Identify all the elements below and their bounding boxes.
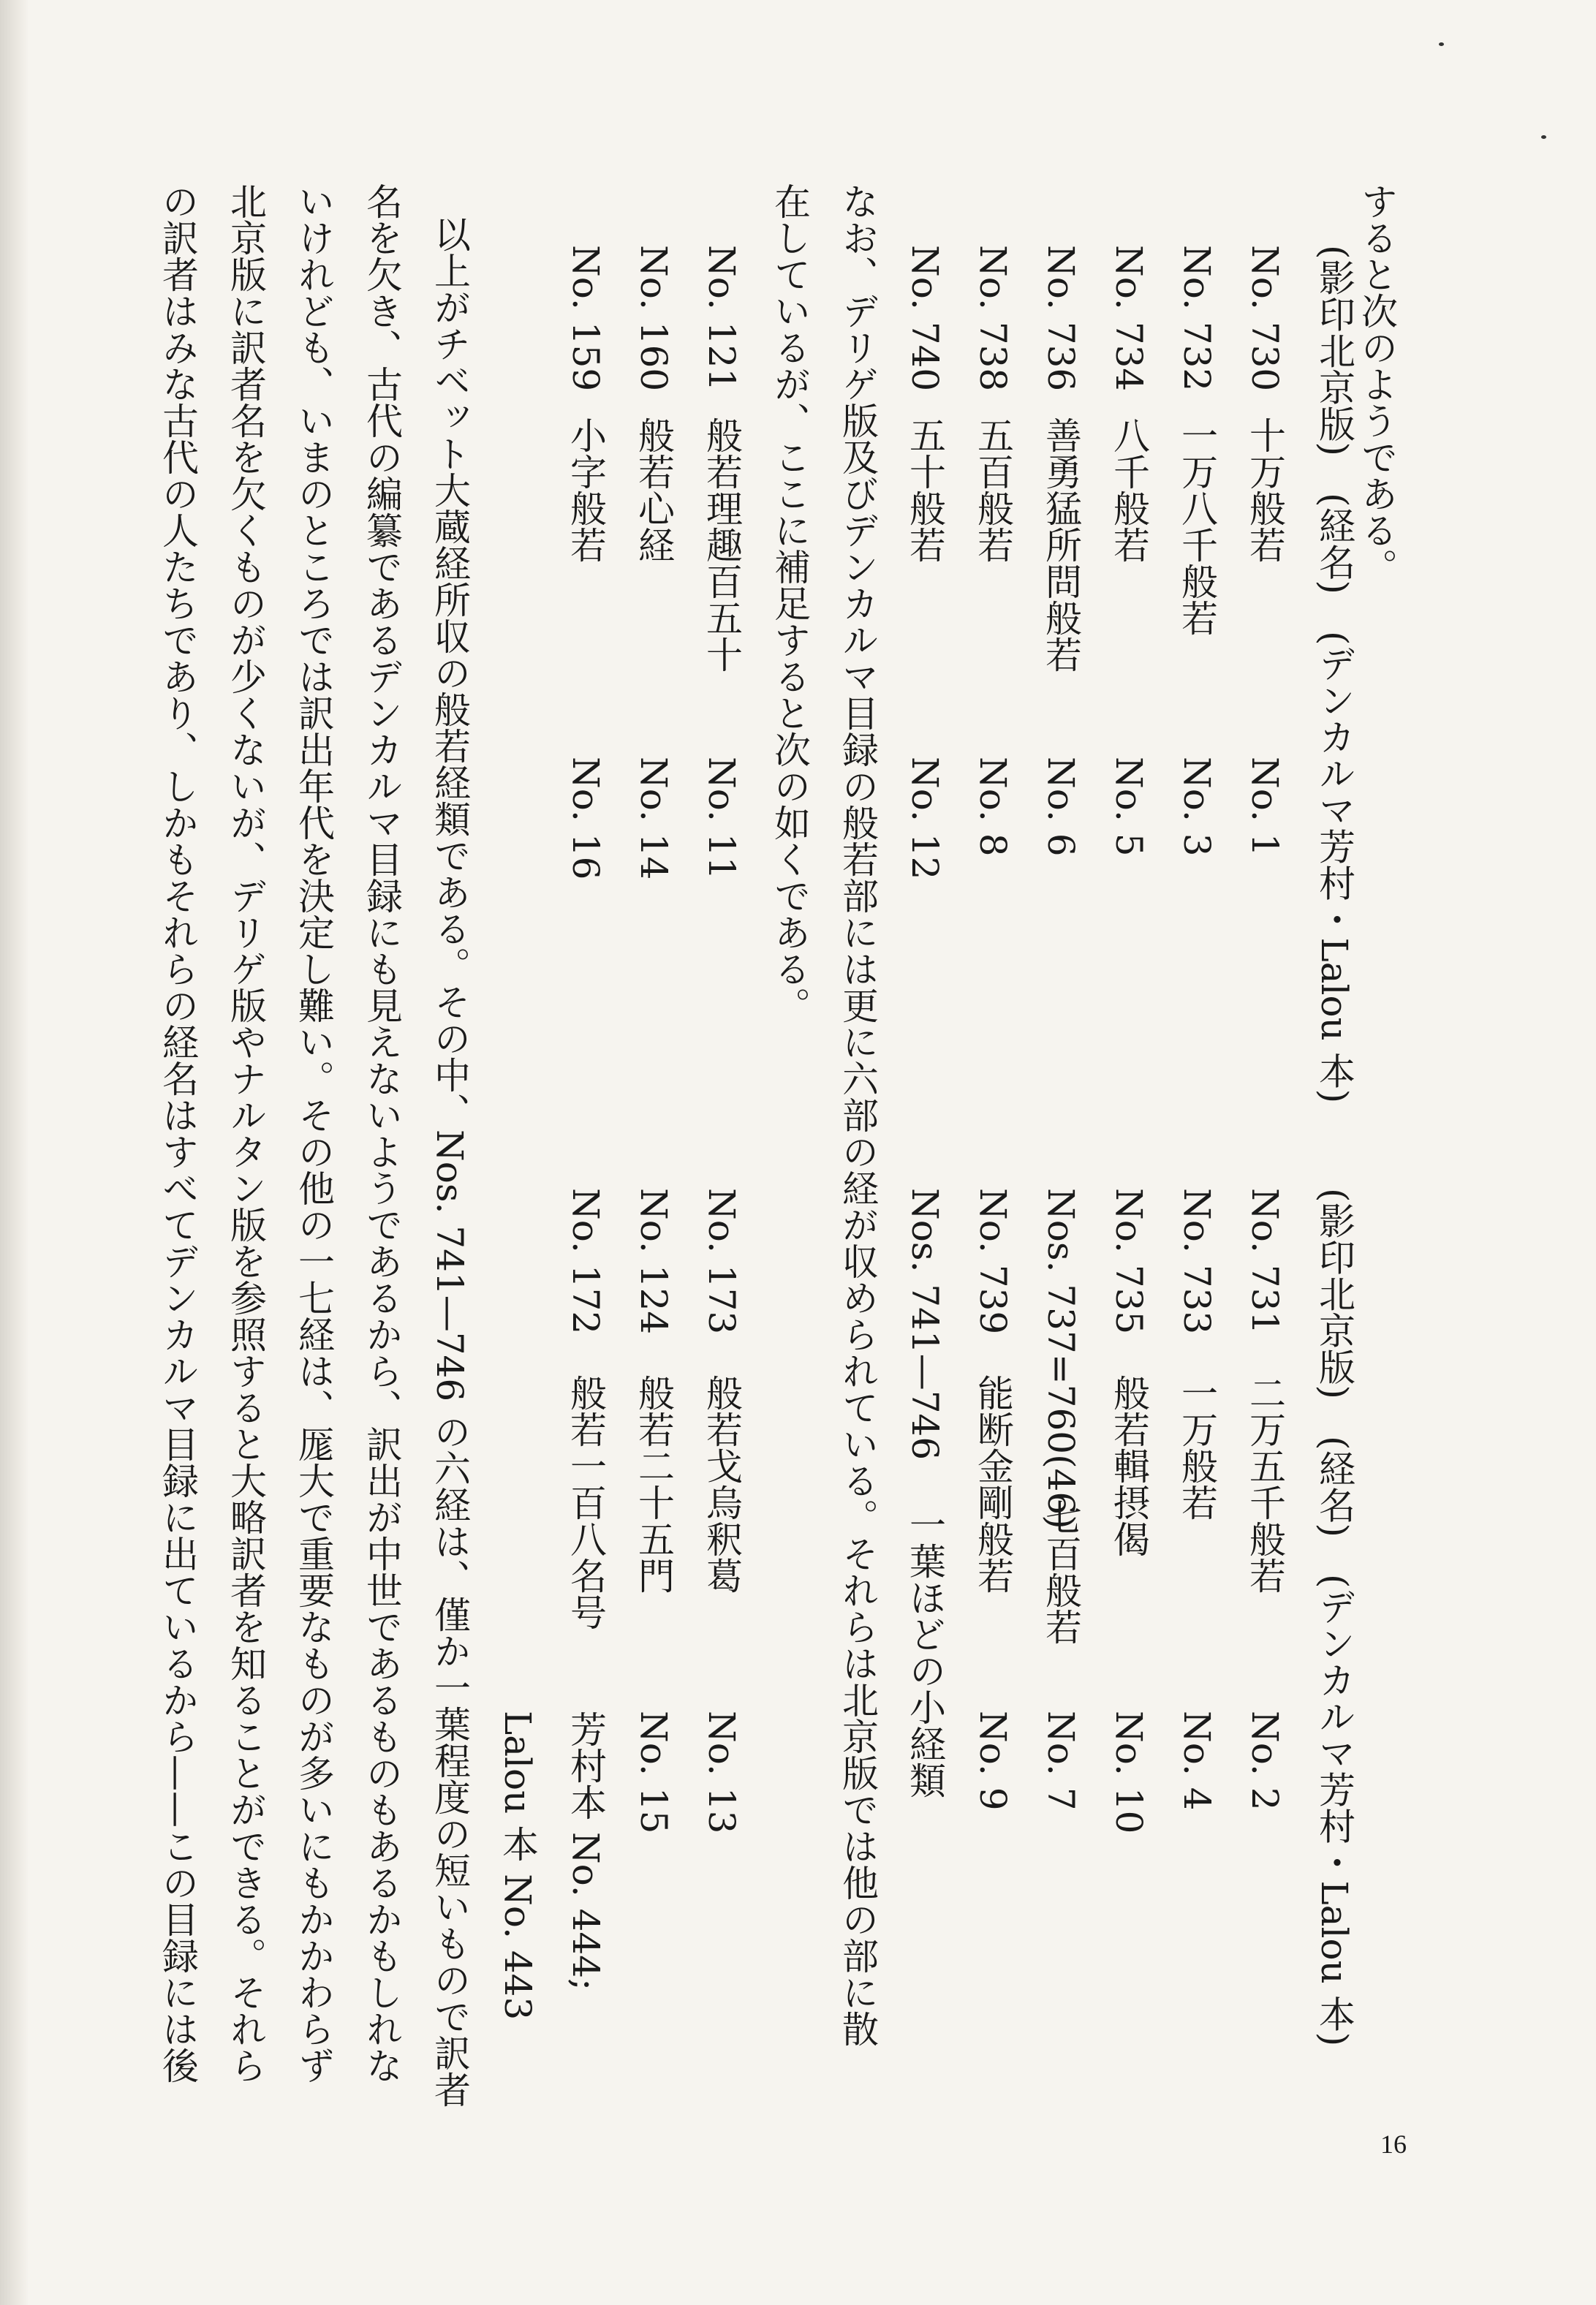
- row-number: No. 173: [700, 1188, 743, 1335]
- row-title: 一万八千般若: [1176, 417, 1218, 636]
- row-title: 般若一百八名号: [564, 1374, 607, 1630]
- row-ref: No. 4: [1176, 1711, 1218, 1811]
- paragraph-line: 名を欠き、古代の編纂であるデンカルマ目録にも見えないようであるから、訳出が中世であるものもあるかもしれな: [360, 183, 403, 2083]
- row-number: No. 739: [972, 1188, 1014, 1335]
- row-ref: No. 5: [1108, 757, 1150, 857]
- row-number: Nos. 741—746: [904, 1188, 946, 1461]
- paragraph-line: の訳者はみな古代の人たちであり、しかもそれらの経名はすべてデンカルマ目録に出ているから——この目録には後: [156, 183, 199, 2083]
- table-header-right: (影印北京版) (経名) (デンカルマ芳村・Lalou 本): [1313, 1188, 1355, 2047]
- row-number: No. 733: [1176, 1188, 1218, 1335]
- row-ref: No. 10: [1108, 1711, 1150, 1834]
- row-title: 般若心経: [632, 417, 675, 563]
- row-number: No. 735: [1108, 1188, 1150, 1335]
- row-title: 小字般若: [564, 417, 607, 563]
- row-title: 般若戈烏釈葛: [700, 1374, 743, 1594]
- row-ref: No. 11: [700, 757, 743, 880]
- row-title: 五十般若: [904, 417, 946, 563]
- row-number: No. 730: [1244, 245, 1286, 392]
- row-ref: No. 7: [1040, 1711, 1082, 1811]
- row-number: No. 160: [632, 245, 675, 392]
- paragraph-line: 在しているが、ここに補足すると次の如くである。: [768, 183, 811, 1023]
- row-ref: No. 1: [1244, 757, 1286, 857]
- row-title: 二万五千般若: [1244, 1374, 1286, 1594]
- row-title: 一万般若: [1176, 1374, 1218, 1521]
- print-speck: [1541, 135, 1546, 139]
- intro-line: すると次のようである。: [1355, 183, 1398, 585]
- row-number: No. 172: [564, 1188, 607, 1335]
- row-number: No. 731: [1244, 1188, 1286, 1335]
- row-title: 般若輯摂偈: [1108, 1374, 1150, 1557]
- paragraph-line: いけれども、いまのところでは訳出年代を決定し難い。その他の一七経は、厖大で重要なものが多いにもかかわらず: [292, 183, 335, 2083]
- row-ref: No. 2: [1244, 1711, 1286, 1811]
- row-ref: 芳村本 No. 444;: [564, 1711, 607, 1991]
- paragraph-line: 北京版に訳者名を欠くものが少くないが、デリゲ版やナルタン版を参照すると大略訳者を知ることができる。それら: [224, 183, 267, 2083]
- row-number: Nos. 737=760(46): [1040, 1188, 1082, 1529]
- row-number: No. 732: [1176, 245, 1218, 392]
- row-number: No. 736: [1040, 245, 1082, 392]
- row-title: 十万般若: [1244, 417, 1286, 563]
- row-ref: No. 6: [1040, 757, 1082, 857]
- row-title: 八千般若: [1108, 417, 1150, 563]
- paragraph-line: 以上がチベット大蔵経所収の般若経類である。その中、Nos. 741—746 の六経は、僅か一葉程度の短いもので訳者: [428, 216, 471, 2108]
- row-number: No. 734: [1108, 245, 1150, 392]
- row-ref: No. 15: [632, 1711, 675, 1834]
- row-title: 般若二十五門: [632, 1374, 675, 1594]
- print-speck: [1439, 42, 1444, 46]
- row-ref: No. 14: [632, 757, 675, 880]
- row-ref: No. 9: [972, 1711, 1014, 1811]
- page-edge-shadow: [0, 0, 29, 2305]
- row-number: No. 124: [632, 1188, 675, 1335]
- row-title: 七百般若: [1040, 1499, 1082, 1645]
- table-header-left: (影印北京版) (経名) (デンカルマ芳村・Lalou 本): [1313, 245, 1355, 1104]
- row-number: No. 740: [904, 245, 946, 392]
- row-title: 五百般若: [972, 417, 1014, 563]
- row-ref: No. 16: [564, 757, 607, 880]
- row-title: 能断金剛般若: [972, 1374, 1014, 1594]
- row-number: No. 121: [700, 245, 743, 392]
- row-ref: No. 8: [972, 757, 1014, 857]
- row-title: 善勇猛所問般若: [1040, 417, 1082, 673]
- row-number: No. 738: [972, 245, 1014, 392]
- row-ref: No. 3: [1176, 757, 1218, 857]
- row-title: 一葉ほどの小経類: [904, 1506, 946, 1798]
- row-title: 般若理趣百五十: [700, 417, 743, 673]
- paragraph-line: なお、デリゲ版及びデンカルマ目録の般若部には更に六部の経が収められている。それらは北京版では他の部に散: [836, 183, 879, 2047]
- lalou-reference: Lalou 本 No. 443: [496, 1711, 539, 2021]
- page-number: 16: [1380, 2130, 1407, 2159]
- row-number: No. 159: [564, 245, 607, 392]
- row-ref: No. 12: [904, 757, 946, 880]
- row-ref: No. 13: [700, 1711, 743, 1834]
